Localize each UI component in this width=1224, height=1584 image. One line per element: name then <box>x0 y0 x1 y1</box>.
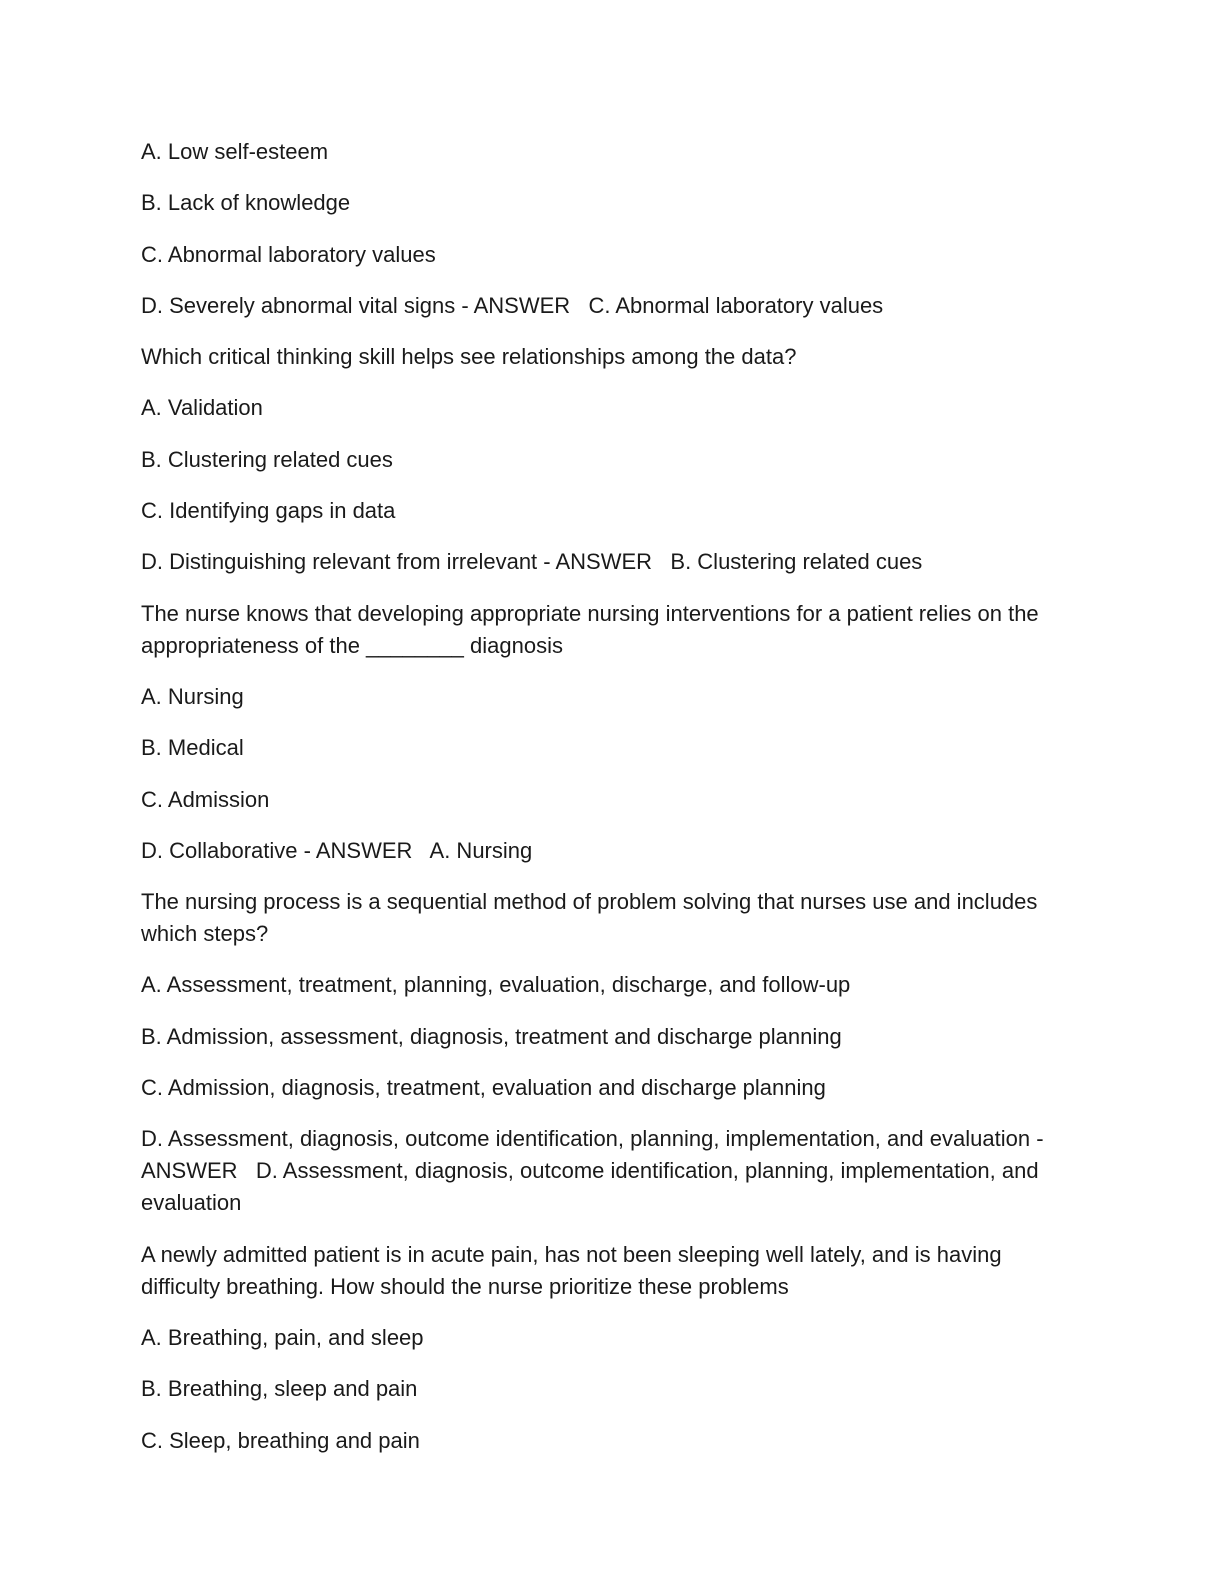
question-text: Which critical thinking skill helps see relationships among the data? <box>141 344 797 370</box>
answer-option-with-key: D. Severely abnormal vital signs - ANSWER C. Abnormal laboratory values <box>141 292 884 318</box>
question-text: The nurse knows that developing appropriate nursing interventions for a patient relies on the appropriateness of the ________ diagnosis <box>141 600 1045 658</box>
answer-option: A. Validation <box>141 395 263 421</box>
answer-option: A. Assessment, treatment, planning, evaluation, discharge, and follow-up <box>141 972 851 998</box>
answer-option: A. Breathing, pain, and sleep <box>141 1324 424 1350</box>
answer-option-with-key: D. Collaborative - ANSWER A. Nursing <box>141 837 533 863</box>
answer-option: B. Breathing, sleep and pain <box>141 1376 418 1402</box>
answer-option: B. Admission, assessment, diagnosis, treatment and discharge planning <box>141 1023 842 1049</box>
answer-option: C. Admission <box>141 786 270 812</box>
answer-option: B. Clustering related cues <box>141 446 393 472</box>
question-text: A newly admitted patient is in acute pain, has not been sleeping well lately, and is having difficulty breathing. How should the nurse prioritize these problems <box>141 1241 1008 1299</box>
question-text: The nursing process is a sequential method of problem solving that nurses use and includes which steps? <box>141 889 1044 947</box>
answer-option-with-key: D. Assessment, diagnosis, outcome identification, planning, implementation, and evaluation - ANSWER D. Assessment, diagnosis, outcome identification, planning, implementation, and evaluation <box>141 1126 1049 1216</box>
answer-option: C. Abnormal laboratory values <box>141 241 436 267</box>
answer-option: A. Low self-esteem <box>141 139 329 164</box>
answer-option-with-key: D. Distinguishing relevant from irrelevant - ANSWER B. Clustering related cues <box>141 549 923 575</box>
answer-option: A. Nursing <box>141 683 244 709</box>
answer-option: C. Identifying gaps in data <box>141 498 396 524</box>
answer-option: C. Sleep, breathing and pain <box>141 1427 420 1453</box>
answer-option: B. Lack of knowledge <box>141 190 351 216</box>
document-body <box>141 136 1086 1476</box>
answer-option: B. Medical <box>141 735 244 761</box>
answer-option: C. Admission, diagnosis, treatment, evaluation and discharge planning <box>141 1075 826 1101</box>
